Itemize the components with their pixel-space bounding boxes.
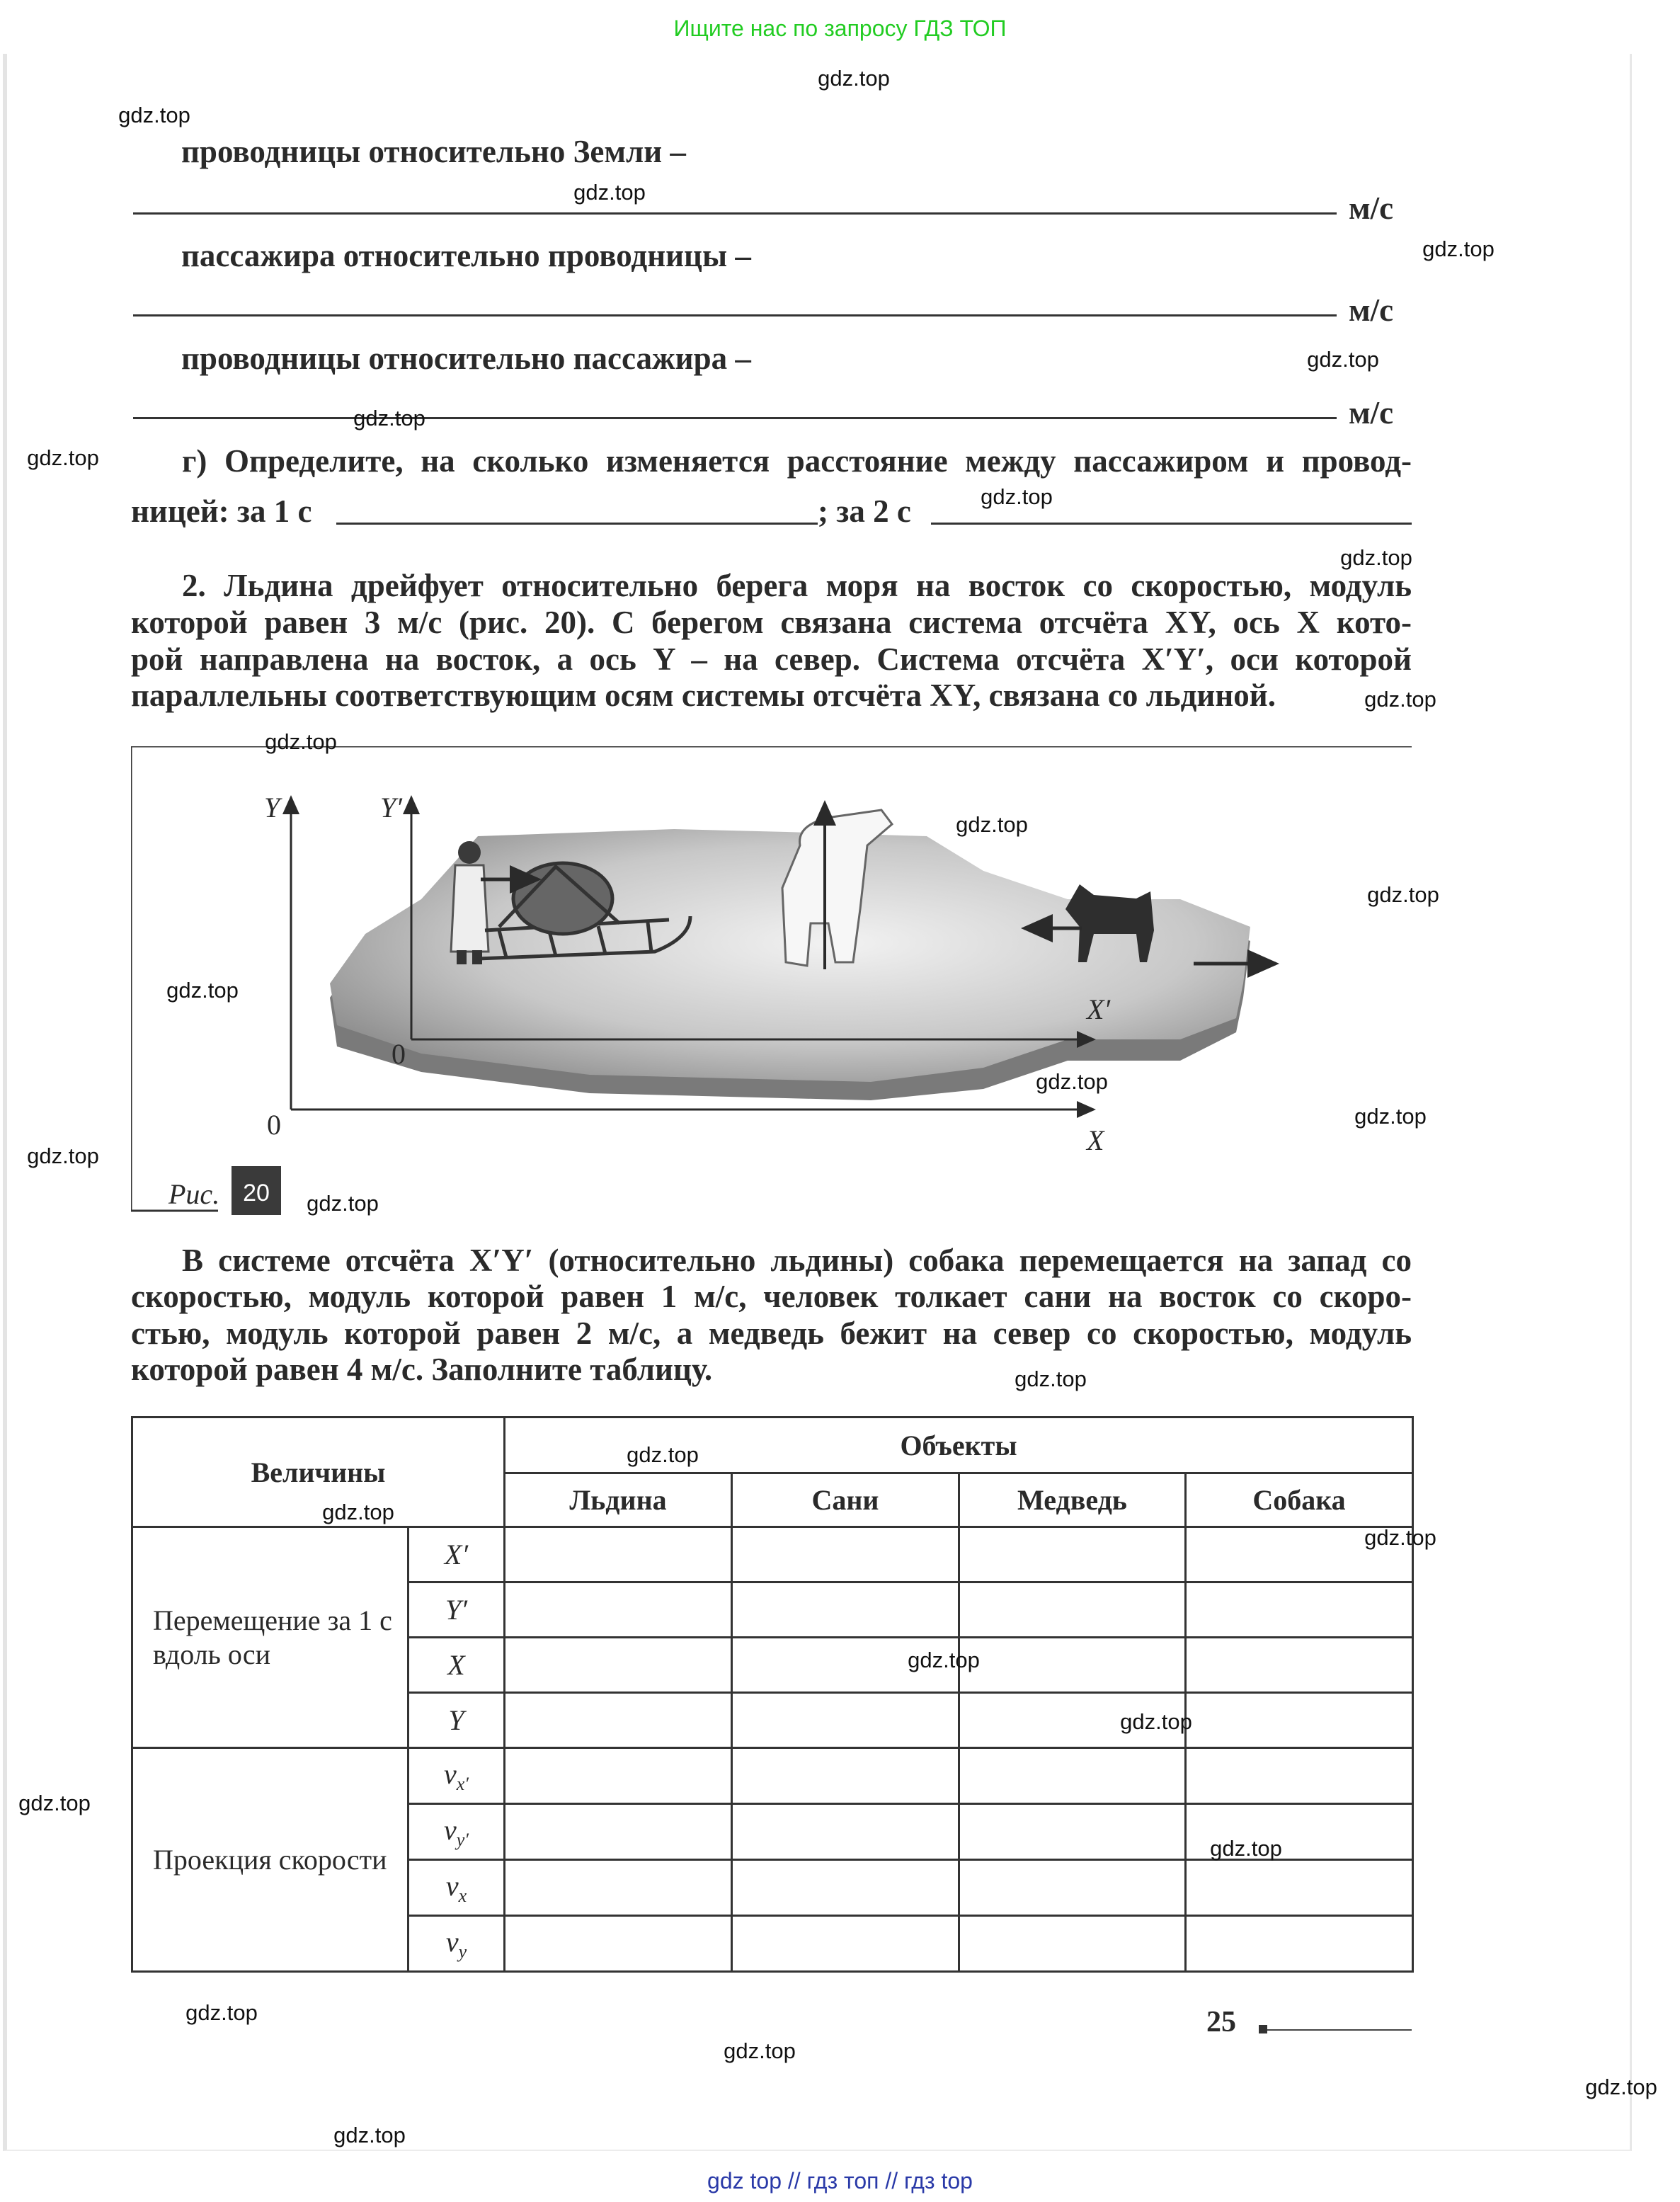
watermark: gdz.top	[1364, 1525, 1436, 1550]
unit-label: м/с	[1349, 395, 1394, 430]
row-axis: X′	[408, 1527, 505, 1582]
header-sled: Сани	[732, 1473, 959, 1527]
watermark: gdz.top	[1364, 687, 1436, 712]
watermark: gdz.top	[333, 2123, 406, 2147]
table-cell[interactable]	[959, 1916, 1186, 1972]
row-axis: X	[408, 1638, 505, 1693]
row-axis	[408, 1804, 505, 1860]
table-cell[interactable]	[1186, 1582, 1413, 1638]
watermark: gdz.top	[27, 445, 99, 470]
table-cell[interactable]	[1186, 1860, 1413, 1916]
task2-line: 2. Льдина дрейфует относительно берега моря на восток со скоростью, модуль	[182, 568, 1412, 603]
table-cell[interactable]	[505, 1804, 732, 1860]
y-axis-label: Y	[264, 792, 280, 823]
table-cell[interactable]	[732, 1804, 959, 1860]
origin-prime-label: 0	[392, 1038, 406, 1070]
page-number: 25	[1206, 2006, 1236, 2038]
watermark: gdz.top	[1210, 1836, 1282, 1861]
row-axis	[408, 1916, 505, 1972]
prompt-passenger-conductor: пассажира относительно проводницы –	[181, 238, 751, 273]
figure-number: 20	[243, 1180, 270, 1206]
table-cell[interactable]	[1186, 1638, 1413, 1693]
answer-1s[interactable]	[336, 523, 818, 525]
unit-label: м/с	[1349, 190, 1394, 226]
origin-label: 0	[267, 1109, 281, 1141]
table-cell[interactable]	[959, 1527, 1186, 1582]
watermark: gdz.top	[1340, 545, 1412, 570]
search-banner[interactable]: Ищите нас по запросу ГДЗ ТОП	[673, 16, 1007, 41]
row-axis: Y′	[408, 1582, 505, 1638]
table-cell[interactable]	[1186, 1916, 1413, 1972]
x-axis-label: X	[1087, 1124, 1104, 1156]
table-cell[interactable]	[959, 1804, 1186, 1860]
task2-cont-line: которой равен 4 м/с. Заполните таблицу.	[131, 1352, 713, 1387]
header-quantities: Величины	[132, 1417, 505, 1527]
table-cell[interactable]	[732, 1693, 959, 1748]
header-ice-floe: Льдина	[505, 1473, 732, 1527]
table-cell[interactable]	[505, 1527, 732, 1582]
page-marker	[1259, 2025, 1267, 2033]
question-g-cont: ницей: за 1 с	[131, 494, 312, 529]
row-axis	[408, 1748, 505, 1804]
row-axis-symbol: v	[445, 1869, 459, 1902]
watermark: gdz.top	[1120, 1709, 1192, 1734]
table-cell[interactable]	[505, 1582, 732, 1638]
table-cell[interactable]	[505, 1748, 732, 1804]
task2-cont-line: стью, модуль которой равен 2 м/с, а медведь бежит на север со скоростью, модуль	[131, 1316, 1412, 1351]
watermark: gdz.top	[166, 978, 239, 1003]
watermark: gdz.top	[1307, 347, 1379, 372]
table-cell[interactable]	[505, 1638, 732, 1693]
table-cell[interactable]	[732, 1860, 959, 1916]
task2-cont-line: В системе отсчёта X′Y′ (относительно льдины) собака перемещается на запад со	[182, 1243, 1412, 1278]
answer-line-1[interactable]	[133, 212, 1337, 215]
header-dog: Собака	[1186, 1473, 1413, 1527]
watermark: gdz.top	[322, 1500, 394, 1524]
table-cell[interactable]	[505, 1916, 732, 1972]
page-number-rule	[1267, 2029, 1412, 2031]
watermark: gdz.top	[1036, 1069, 1108, 1094]
watermark: gdz.top	[185, 2000, 258, 2025]
question-g-2s: ; за 2 с	[818, 494, 911, 529]
watermark: gdz.top	[956, 812, 1028, 837]
row-axis-symbol: v	[444, 1813, 457, 1846]
prompt-conductor-earth: проводницы относительно Земли –	[181, 134, 686, 169]
question-g: г) Определите, на сколько изменяется расстояние между пассажиром и провод-	[182, 443, 1412, 479]
watermark: gdz.top	[1015, 1367, 1087, 1391]
table-cell[interactable]	[732, 1582, 959, 1638]
task2-cont-line: скоростью, модуль которой равен 1 м/с, человек толкает сани на восток со скоро-	[131, 1279, 1412, 1314]
watermark: gdz.top	[1354, 1104, 1427, 1129]
watermark: gdz.top	[573, 180, 646, 205]
table-cell[interactable]	[1186, 1693, 1413, 1748]
watermark: gdz.top	[307, 1191, 379, 1216]
row-axis-symbol: v	[444, 1757, 457, 1790]
unit-label: м/с	[1349, 292, 1394, 328]
watermark: gdz.top	[27, 1143, 99, 1168]
watermark: gdz.top	[1422, 236, 1495, 261]
group-displacement: Перемещение за 1 с вдоль оси	[132, 1527, 408, 1748]
table-cell[interactable]	[959, 1638, 1186, 1693]
x-prime-axis-label: X′	[1087, 993, 1111, 1025]
table-cell[interactable]	[959, 1860, 1186, 1916]
header-objects: Объекты	[505, 1417, 1413, 1473]
row-axis-subscript: x	[458, 1885, 467, 1906]
row-axis	[408, 1860, 505, 1916]
row-axis-subscript: x′	[456, 1773, 469, 1794]
row-axis-subscript: y′	[456, 1829, 469, 1850]
table-cell[interactable]	[959, 1748, 1186, 1804]
footer-links[interactable]: gdz top // гдз топ // гдз top	[707, 2168, 973, 2194]
answer-2s[interactable]	[931, 523, 1412, 525]
watermark: gdz.top	[981, 484, 1053, 509]
y-prime-axis-label: Y′	[380, 792, 402, 823]
watermark: gdz.top	[18, 1791, 91, 1815]
group-velocity-projection: Проекция скорости	[132, 1748, 408, 1972]
figure-caption-label: Рис.	[168, 1178, 220, 1210]
row-axis: Y	[408, 1693, 505, 1748]
table-cell[interactable]	[505, 1693, 732, 1748]
header-bear: Медведь	[959, 1473, 1186, 1527]
table-cell[interactable]	[732, 1527, 959, 1582]
watermark: gdz.top	[353, 406, 425, 430]
watermark: gdz.top	[1585, 2075, 1657, 2099]
prompt-conductor-passenger: проводницы относительно пассажира –	[181, 341, 751, 376]
answer-line-3[interactable]	[133, 417, 1337, 419]
task2-line: которой равен 3 м/с (рис. 20). С берегом связана система отсчёта XY, ось X кото-	[131, 605, 1412, 640]
table-cell[interactable]	[959, 1582, 1186, 1638]
watermark: gdz.top	[724, 2038, 796, 2063]
answer-line-2[interactable]	[133, 314, 1337, 316]
table-cell[interactable]	[732, 1748, 959, 1804]
table-cell[interactable]	[732, 1916, 959, 1972]
task2-line: рой направлена на восток, а ось Y – на север. Система отсчёта X′Y′, оси которой	[131, 641, 1412, 677]
watermark: gdz.top	[265, 729, 337, 754]
watermark: gdz.top	[818, 66, 890, 91]
row-axis-symbol: v	[445, 1925, 459, 1958]
watermark: gdz.top	[627, 1442, 699, 1467]
watermark: gdz.top	[1367, 882, 1439, 907]
row-axis-subscript: y	[458, 1941, 467, 1962]
watermark: gdz.top	[118, 103, 190, 127]
task2-line: параллельны соответствующим осям системы отсчёта XY, связана со льдиной.	[131, 678, 1276, 713]
watermark: gdz.top	[908, 1648, 980, 1672]
table-cell[interactable]	[1186, 1748, 1413, 1804]
table-cell[interactable]	[505, 1860, 732, 1916]
figure-20	[131, 746, 1412, 1221]
